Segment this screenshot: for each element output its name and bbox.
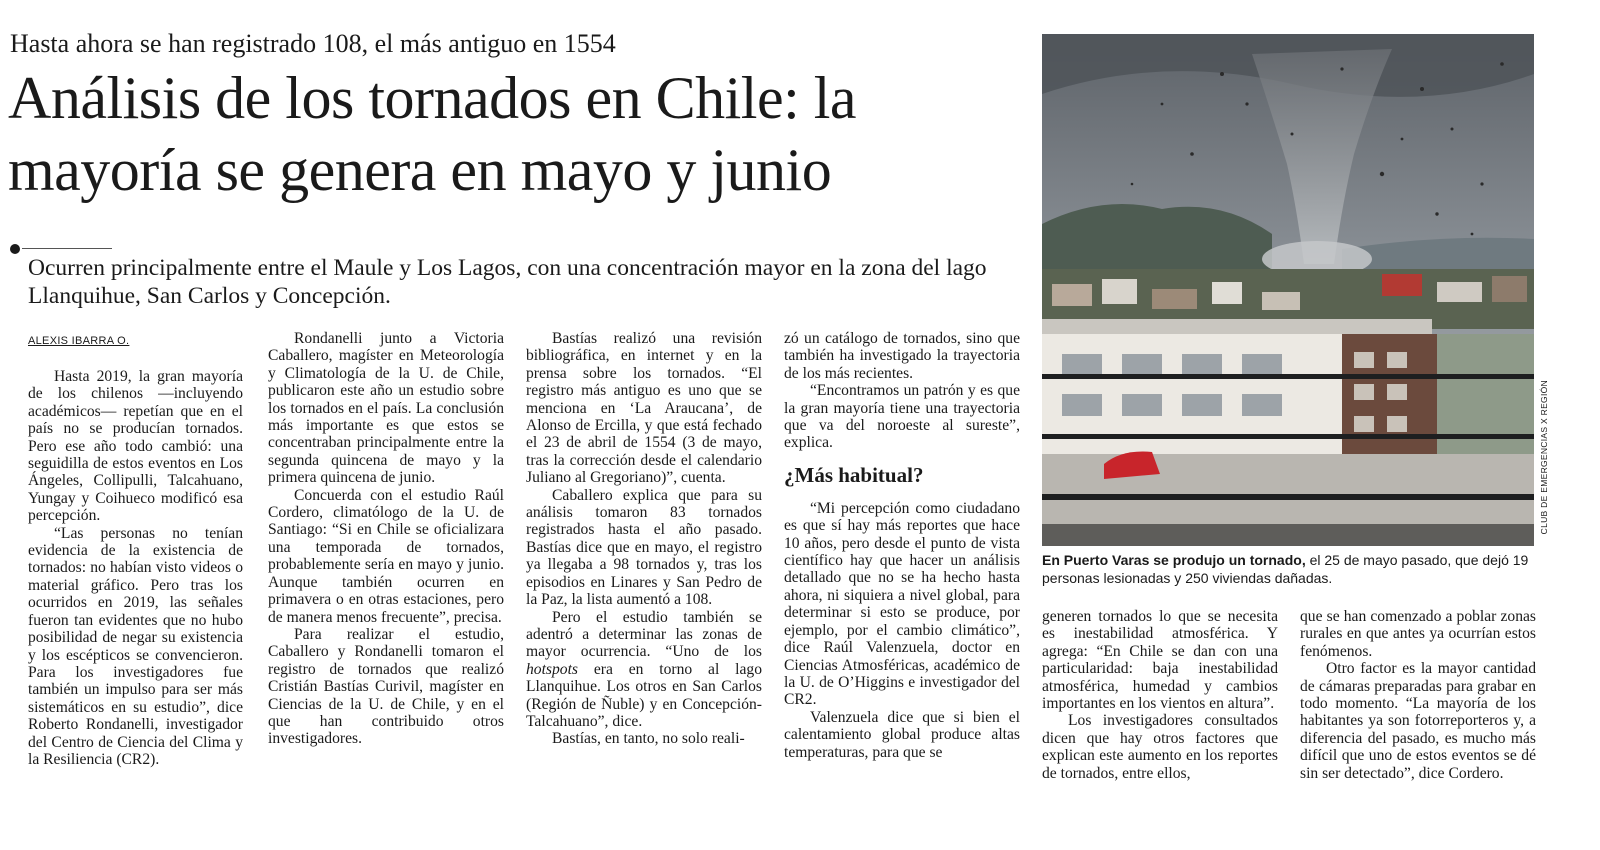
paragraph-text: era en torno al lago Llanquihue. Los otros en San Carlos (Región de Ñuble) y en Concepción-Talcahuano”, dice. — [526, 660, 762, 730]
body-column-4 — [784, 330, 1020, 761]
paragraph: Valenzuela dice que si bien el calentamiento global produce altas temperaturas, para que se — [784, 708, 1020, 761]
paragraph: que se han comenzado a poblar zonas rurales en que antes ya ocurrían estos fenómenos. — [1300, 608, 1536, 660]
kicker: Hasta ahora se han registrado 108, el más antiguo en 1554 — [10, 29, 616, 58]
photo-credit — [1539, 380, 1553, 550]
tornado-photo — [1042, 34, 1534, 546]
paragraph: “Mi percepción como ciudadano es que sí hay más reportes que hace 10 años, pero desde el punto de vista científico hay que hacer un análisis detallado que no se ha hecho hasta ahora, ni siquiera a nivel global, para determinar si esto se produce, por ejemplo, por el cambio climático”, dice Raúl Valenzuela, doctor en Ciencias Atmosféricas, académico de la U. de O’Higgins e investigador del CR2. — [784, 499, 1020, 709]
lede: Ocurren principalmente entre el Maule y Los Lagos, con una concentración mayor en la zona del lago Llanquihue, San Carlos y Concepción. — [28, 255, 987, 309]
caption-lead: En Puerto Varas se produjo un tornado, — [1042, 552, 1306, 568]
paragraph: “Las personas no tenían evidencia de la existencia de tornados: no habían visto videos o material gráfico. Pero tras los ocurridos en 2019, las señales fueron tan evidentes que no hubo posibilidad de negar su existencia y los escépticos se convencieron. Para los investigadores fue también un impulso para ser más sistemáticos en su estudio”, dice Roberto Rondanelli, investigador del Centro de Ciencia del Clima y la Resiliencia (CR2). — [28, 524, 243, 768]
paragraph: Rondanelli junto a Victoria Caballero, magíster en Meteorología y Climatología de la U. de Chile, publicaron este año un estudio sobre los tornados en el país. La conclusión más importante es que estos se concentraban principalmente entre la segunda quincena de mayo y la primera quincena de junio. — [268, 330, 504, 487]
body-column-2 — [268, 330, 504, 748]
italic-term: hotspots — [526, 660, 578, 678]
paragraph — [526, 609, 762, 731]
paragraph: “Encontramos un patrón y es que la gran mayoría tiene una trayectoria que va del noroeste al sureste”, explica. — [784, 382, 1020, 452]
subheading: ¿Más habitual? — [784, 462, 924, 487]
paragraph: Otro factor es la mayor cantidad de cámaras preparadas para grabar en todo momento. “La mayoría de los habitantes ya son fotorreporteros y, a diferencia del pasado, es mucho más difícil que uno de estos eventos se dé sin ser detectado”, dice Cordero. — [1300, 660, 1536, 782]
paragraph: Concuerda con el estudio Raúl Cordero, climatólogo de la U. de Santiago: “Si en Chile se oficializara una temporada de tornados, probablemente sería en mayo y junio. Aunque también ocurren en primavera o en otras estaciones, pero de manera menos frecuente”, precisa. — [268, 486, 504, 626]
byline: ALEXIS IBARRA O. — [28, 335, 130, 347]
body-column-3 — [526, 330, 762, 748]
headline: Análisis de los tornados en Chile: la mayoría se genera en mayo y junio — [8, 65, 857, 203]
paragraph: generen tornados lo que se necesita es inestabilidad atmosférica. Y agrega: “En Chile se dan con una particularidad: baja inestabilidad atmosférica, humedad y cambios importantes en los vientos en altura”. — [1042, 608, 1278, 713]
caption-text: el 25 de mayo pasado, que dejó 19 personas lesionadas y 250 viviendas dañadas. — [1042, 552, 1529, 586]
body-column-6 — [1300, 608, 1536, 782]
photo-credit-text: CLUB DE EMERGENCIAS X REGIÓN — [1539, 380, 1549, 535]
body-column-5 — [1042, 608, 1278, 782]
body-column-1 — [28, 368, 243, 768]
paragraph: zó un catálogo de tornados, sino que también ha investigado la trayectoria de los más recientes. — [784, 330, 1020, 382]
paragraph: Bastías, en tanto, no solo reali- — [552, 730, 745, 748]
paragraph: Bastías realizó una revisión bibliográfica, en internet y en la prensa sobre los tornados. “El registro más antiguo es uno que se menciona en ‘La Araucana’, de Alonso de Ercilla, y que está fechado el 23 de abril de 1554 (3 de mayo, tras la corrección desde el calendario Juliano al Gregoriano)”, cuenta. — [526, 330, 762, 487]
photo-caption — [1042, 551, 1542, 587]
paragraph: Caballero explica que para su análisis tomaron 83 tornados registrados hasta el año pasado. Bastías dice que en mayo, el registro ya llegaba a 98 tornados y, tras los episodios en Linares y San Pedro de la Paz, la lista aumentó a 108. — [526, 486, 762, 609]
paragraph: Los investigadores consultados dicen que hay otros factores que explican este aumento en los reportes de tornados, entre ellos, — [1042, 712, 1278, 782]
paragraph-text: Pero el estudio también se adentró a determinar las zonas de mayor ocurrencia. “Uno de los — [526, 608, 762, 661]
paragraph: Hasta 2019, la gran mayoría de los chilenos —incluyendo académicos— repetían que en el país no se producían tornados. Pero ese año todo cambió: una seguidilla de estos eventos en Los Ángeles, Collipulli, Talcahuano, Yungay y Coihueco modificó esa percepción. — [28, 368, 243, 525]
paragraph: Para realizar el estudio, Caballero y Rondanelli tomaron el registro de tornados que realizó Cristián Bastías Curivil, magíster en Ciencias de la U. de Chile, y en el que han contribuido otros investigadores. — [268, 625, 504, 748]
tornado-photo-illustration — [1042, 34, 1534, 546]
